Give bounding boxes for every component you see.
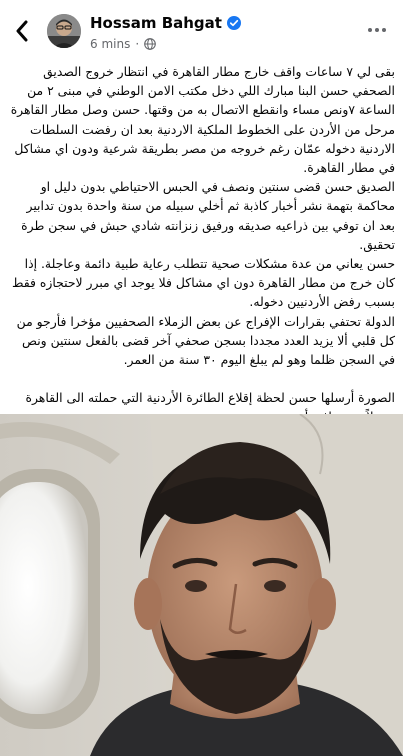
post-header [0, 0, 403, 62]
post-text [8, 62, 395, 427]
post-time[interactable]: 6 mins [90, 37, 131, 51]
post-paragraph: الدولة تحتفي بقرارات الإفراج عن بعض الزملاء الصحفيين مؤخرا فأرجو من كل قلبي ألا يزيد العدد مجددا بسجن صحفي آخر قضى بالفعل سنتين ونص في السجن ظلما وهو لم يبلغ اليوم ٣٠ سنة من العمر. [16, 313, 395, 368]
post-photo[interactable] [0, 414, 403, 756]
more-dot [382, 28, 386, 32]
back-button[interactable] [8, 14, 36, 48]
more-dot [375, 28, 379, 32]
author-name-row[interactable] [90, 14, 241, 32]
globe-icon[interactable] [144, 38, 156, 50]
post-paragraph: الصورة أرسلها حسن لحظة إقلاع الطائرة الأردنية التي حملته الى القاهرة [25, 390, 395, 406]
post-paragraph: حسن يعاني من عدة مشكلات صحية تتطلب رعاية طبية دائمة وعاجلة. إذا كان خرج من مطار القاهرة دون اي مشاكل فلا يوجد اي مبرر لاحتجازه فقط بسبب رفض الأردنيين دخوله. [11, 256, 395, 310]
more-dot [368, 28, 372, 32]
post-paragraph: بقى لي ٧ ساعات واقف خارج مطار القاهرة في انتظار خروج الصديق الصحفي حسن البنا مبارك اللي دخل مكتب الامن الوطني في مبنى ٢ من الساعة ٧ونص مساء وانقطع الاتصال به من وقتها. حسن وصل مطار القاهرة مرحل من الأردن على الخطوط الملكية الاردنية بعد ان رفضت السلطات الاردنية دخوله عمّان رغم خروجه من مصر بطريقة شرعية ودون اي مشاكل في مطار القاهرة. [10, 64, 395, 176]
author-name[interactable]: Hossam Bahgat [90, 14, 222, 32]
verified-badge-icon [227, 16, 241, 30]
avatar[interactable] [47, 14, 81, 48]
post-meta [90, 37, 156, 51]
chevron-left-icon [15, 20, 29, 42]
more-options-button[interactable] [365, 22, 389, 38]
post-paragraph: الصديق حسن قضى سنتين ونصف في الحبس الاحتياطي بدون دليل او محاكمة بتهمة نشر أخبار كاذبة ثم أخلي سبيله من سنة واحدة بدون تدابير بعد ان توفي بين ذراعيه صديقه ورفيق زنزانته شادي حبش في سجن طرة تحقيق. [21, 179, 395, 252]
meta-separator: · [135, 37, 140, 51]
